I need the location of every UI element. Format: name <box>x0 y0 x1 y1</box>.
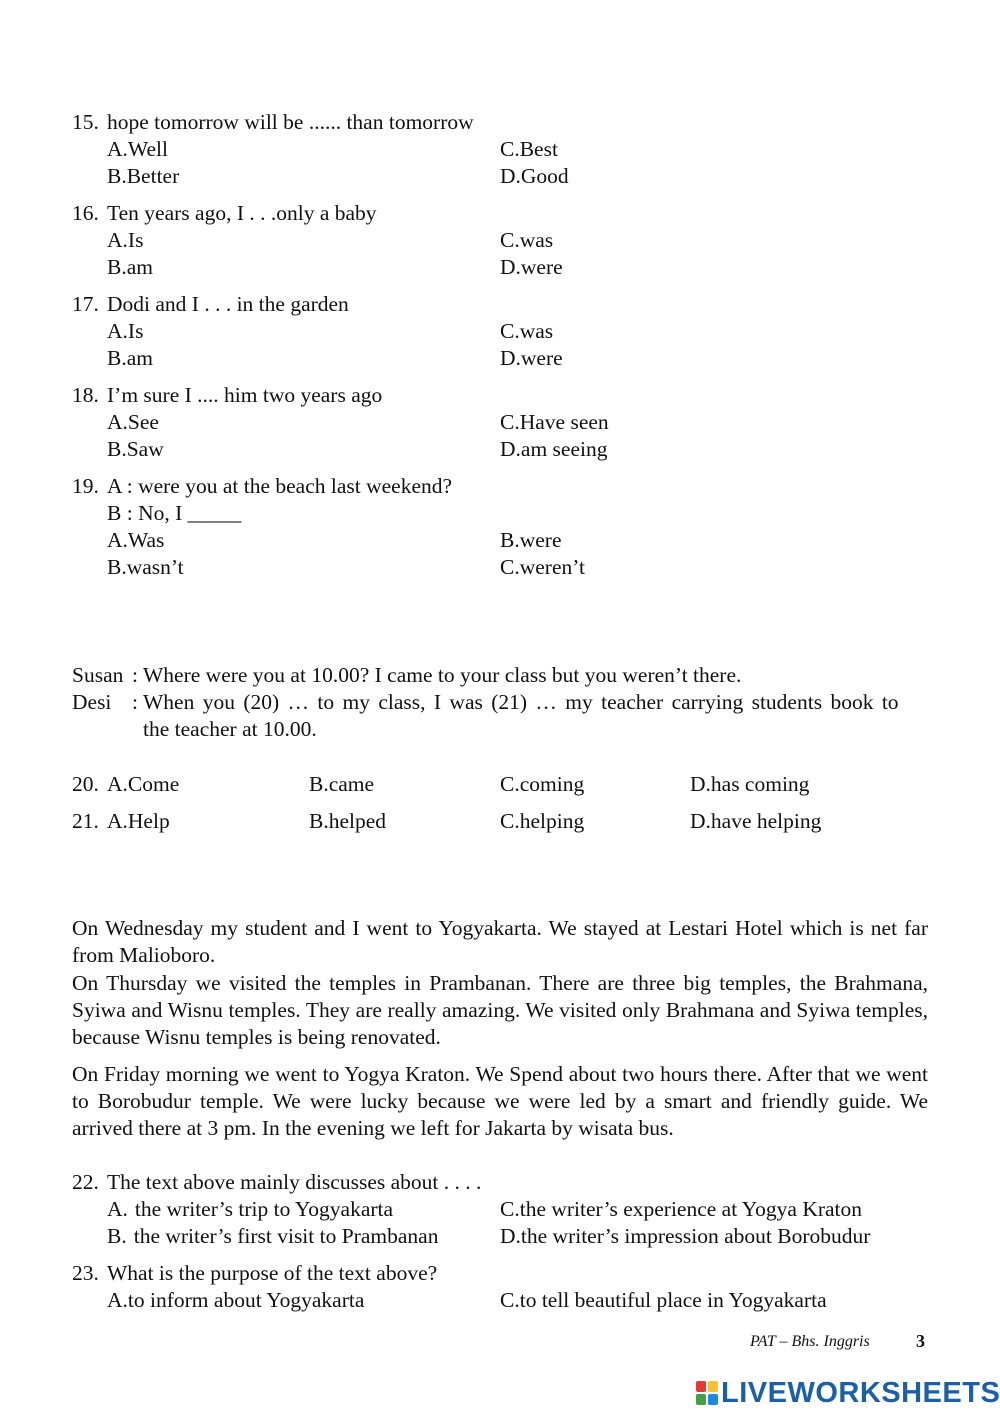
option-a[interactable]: A.Well <box>107 137 168 161</box>
question-20 <box>72 771 932 798</box>
liveworksheets-brand <box>696 1378 1000 1408</box>
question-number: 20. <box>72 772 99 796</box>
dialog-line-a: A : were you at the beach last weekend? <box>107 474 453 498</box>
option-d[interactable]: D.am seeing <box>500 437 608 461</box>
option-a[interactable]: A. the writer’s trip to Yogyakarta <box>107 1197 394 1221</box>
option-c[interactable]: C.Best <box>500 137 558 161</box>
option-a[interactable]: A.Is <box>107 228 144 252</box>
question-16 <box>72 200 932 281</box>
footer-label: PAT – Bhs. Inggris <box>750 1333 870 1350</box>
question-stem: Ten years ago, I . . .only a baby <box>107 201 377 225</box>
option-d[interactable]: D.were <box>500 346 563 370</box>
option-a[interactable]: A.Is <box>107 319 144 343</box>
option-b[interactable]: B.am <box>107 346 153 370</box>
option-c[interactable]: C.was <box>500 228 554 252</box>
option-b[interactable]: B.came <box>309 772 375 796</box>
speaker-name: Desi <box>72 690 112 714</box>
option-c[interactable]: C.to tell beautiful place in Yogyakarta <box>500 1288 827 1312</box>
question-stem: What is the purpose of the text above? <box>107 1261 438 1285</box>
option-b-right[interactable]: B.were <box>500 528 562 552</box>
option-b[interactable]: B.am <box>107 255 153 279</box>
question-23 <box>72 1260 932 1314</box>
passage-paragraph-2: On Thursday we visited the temples in Prambanan. There are three big temples, the Brahmana, Syiwa and Wisnu temples. They are really amazing. We visited only Brahmana and Syiwa temples, because Wisnu temples is being renovated. <box>72 971 928 1049</box>
question-number: 16. <box>72 201 99 225</box>
option-a[interactable]: A.Come <box>107 772 180 796</box>
question-19 <box>72 473 932 581</box>
option-b[interactable]: B. the writer’s first visit to Prambanan <box>107 1224 439 1248</box>
option-c[interactable]: C.was <box>500 319 554 343</box>
liveworksheets-logo-icon <box>696 1381 718 1405</box>
question-number: 23. <box>72 1261 99 1285</box>
speaker-colon: : <box>132 690 138 714</box>
dialog-line-b: B : No, I _____ <box>107 501 242 525</box>
question-stem: Dodi and I . . . in the garden <box>107 292 349 316</box>
option-b[interactable]: B.Better <box>107 164 180 188</box>
option-b-left[interactable]: B.wasn’t <box>107 555 184 579</box>
dialog-susan <box>72 662 928 689</box>
question-stem: I’m sure I .... him two years ago <box>107 383 383 407</box>
question-stem: The text above mainly discusses about . . . . <box>107 1170 482 1194</box>
speaker-text-continued: the teacher at 10.00. <box>143 717 317 741</box>
speaker-name: Susan <box>72 663 124 687</box>
speaker-text: Where were you at 10.00? I came to your class but you weren’t there. <box>143 663 742 687</box>
question-number: 19. <box>72 474 99 498</box>
speaker-text: When you (20) … to my class, I was (21) … my teacher carrying students book to <box>143 690 899 714</box>
passage-paragraph-3: On Friday morning we went to Yogya Kraton. We Spend about two hours there. After that we went to Borobudur temple. We were lucky because we were led by a smart and friendly guide. We arrived there at 3 pm. In the evening we left for Jakarta by wisata bus. <box>72 1062 928 1140</box>
option-d[interactable]: D.has coming <box>690 772 810 796</box>
option-c[interactable]: C.the writer’s experience at Yogya Kraton <box>500 1197 863 1221</box>
option-c[interactable]: C.weren’t <box>500 555 585 579</box>
question-21 <box>72 808 932 835</box>
question-22 <box>72 1169 932 1250</box>
question-number: 17. <box>72 292 99 316</box>
page-number: 3 <box>916 1331 925 1351</box>
question-17 <box>72 291 932 372</box>
option-d[interactable]: D.the writer’s impression about Borobudur <box>500 1224 871 1248</box>
option-a[interactable]: A.Was <box>107 528 165 552</box>
question-stem: hope tomorrow will be ...... than tomorrow <box>107 110 474 134</box>
question-number: 21. <box>72 809 99 833</box>
question-15 <box>72 109 932 190</box>
question-number: 22. <box>72 1170 99 1194</box>
option-c[interactable]: C.Have seen <box>500 410 609 434</box>
option-b[interactable]: B.Saw <box>107 437 164 461</box>
question-number: 18. <box>72 383 99 407</box>
question-18 <box>72 382 932 463</box>
passage-paragraph-1: On Wednesday my student and I went to Yogyakarta. We stayed at Lestari Hotel which is net far from Malioboro. <box>72 916 928 967</box>
option-d[interactable]: D.have helping <box>690 809 822 833</box>
option-c[interactable]: C.helping <box>500 809 585 833</box>
speaker-colon: : <box>132 663 138 687</box>
option-d[interactable]: D.were <box>500 255 563 279</box>
option-a[interactable]: A.Help <box>107 809 170 833</box>
question-number: 15. <box>72 110 99 134</box>
option-c[interactable]: C.coming <box>500 772 585 796</box>
dialog-desi <box>72 689 928 743</box>
brand-name: LIVEWORKSHEETS <box>721 1376 1000 1409</box>
option-d[interactable]: D.Good <box>500 164 569 188</box>
option-a[interactable]: A.to inform about Yogyakarta <box>107 1288 365 1312</box>
option-b[interactable]: B.helped <box>309 809 387 833</box>
option-a[interactable]: A.See <box>107 410 159 434</box>
